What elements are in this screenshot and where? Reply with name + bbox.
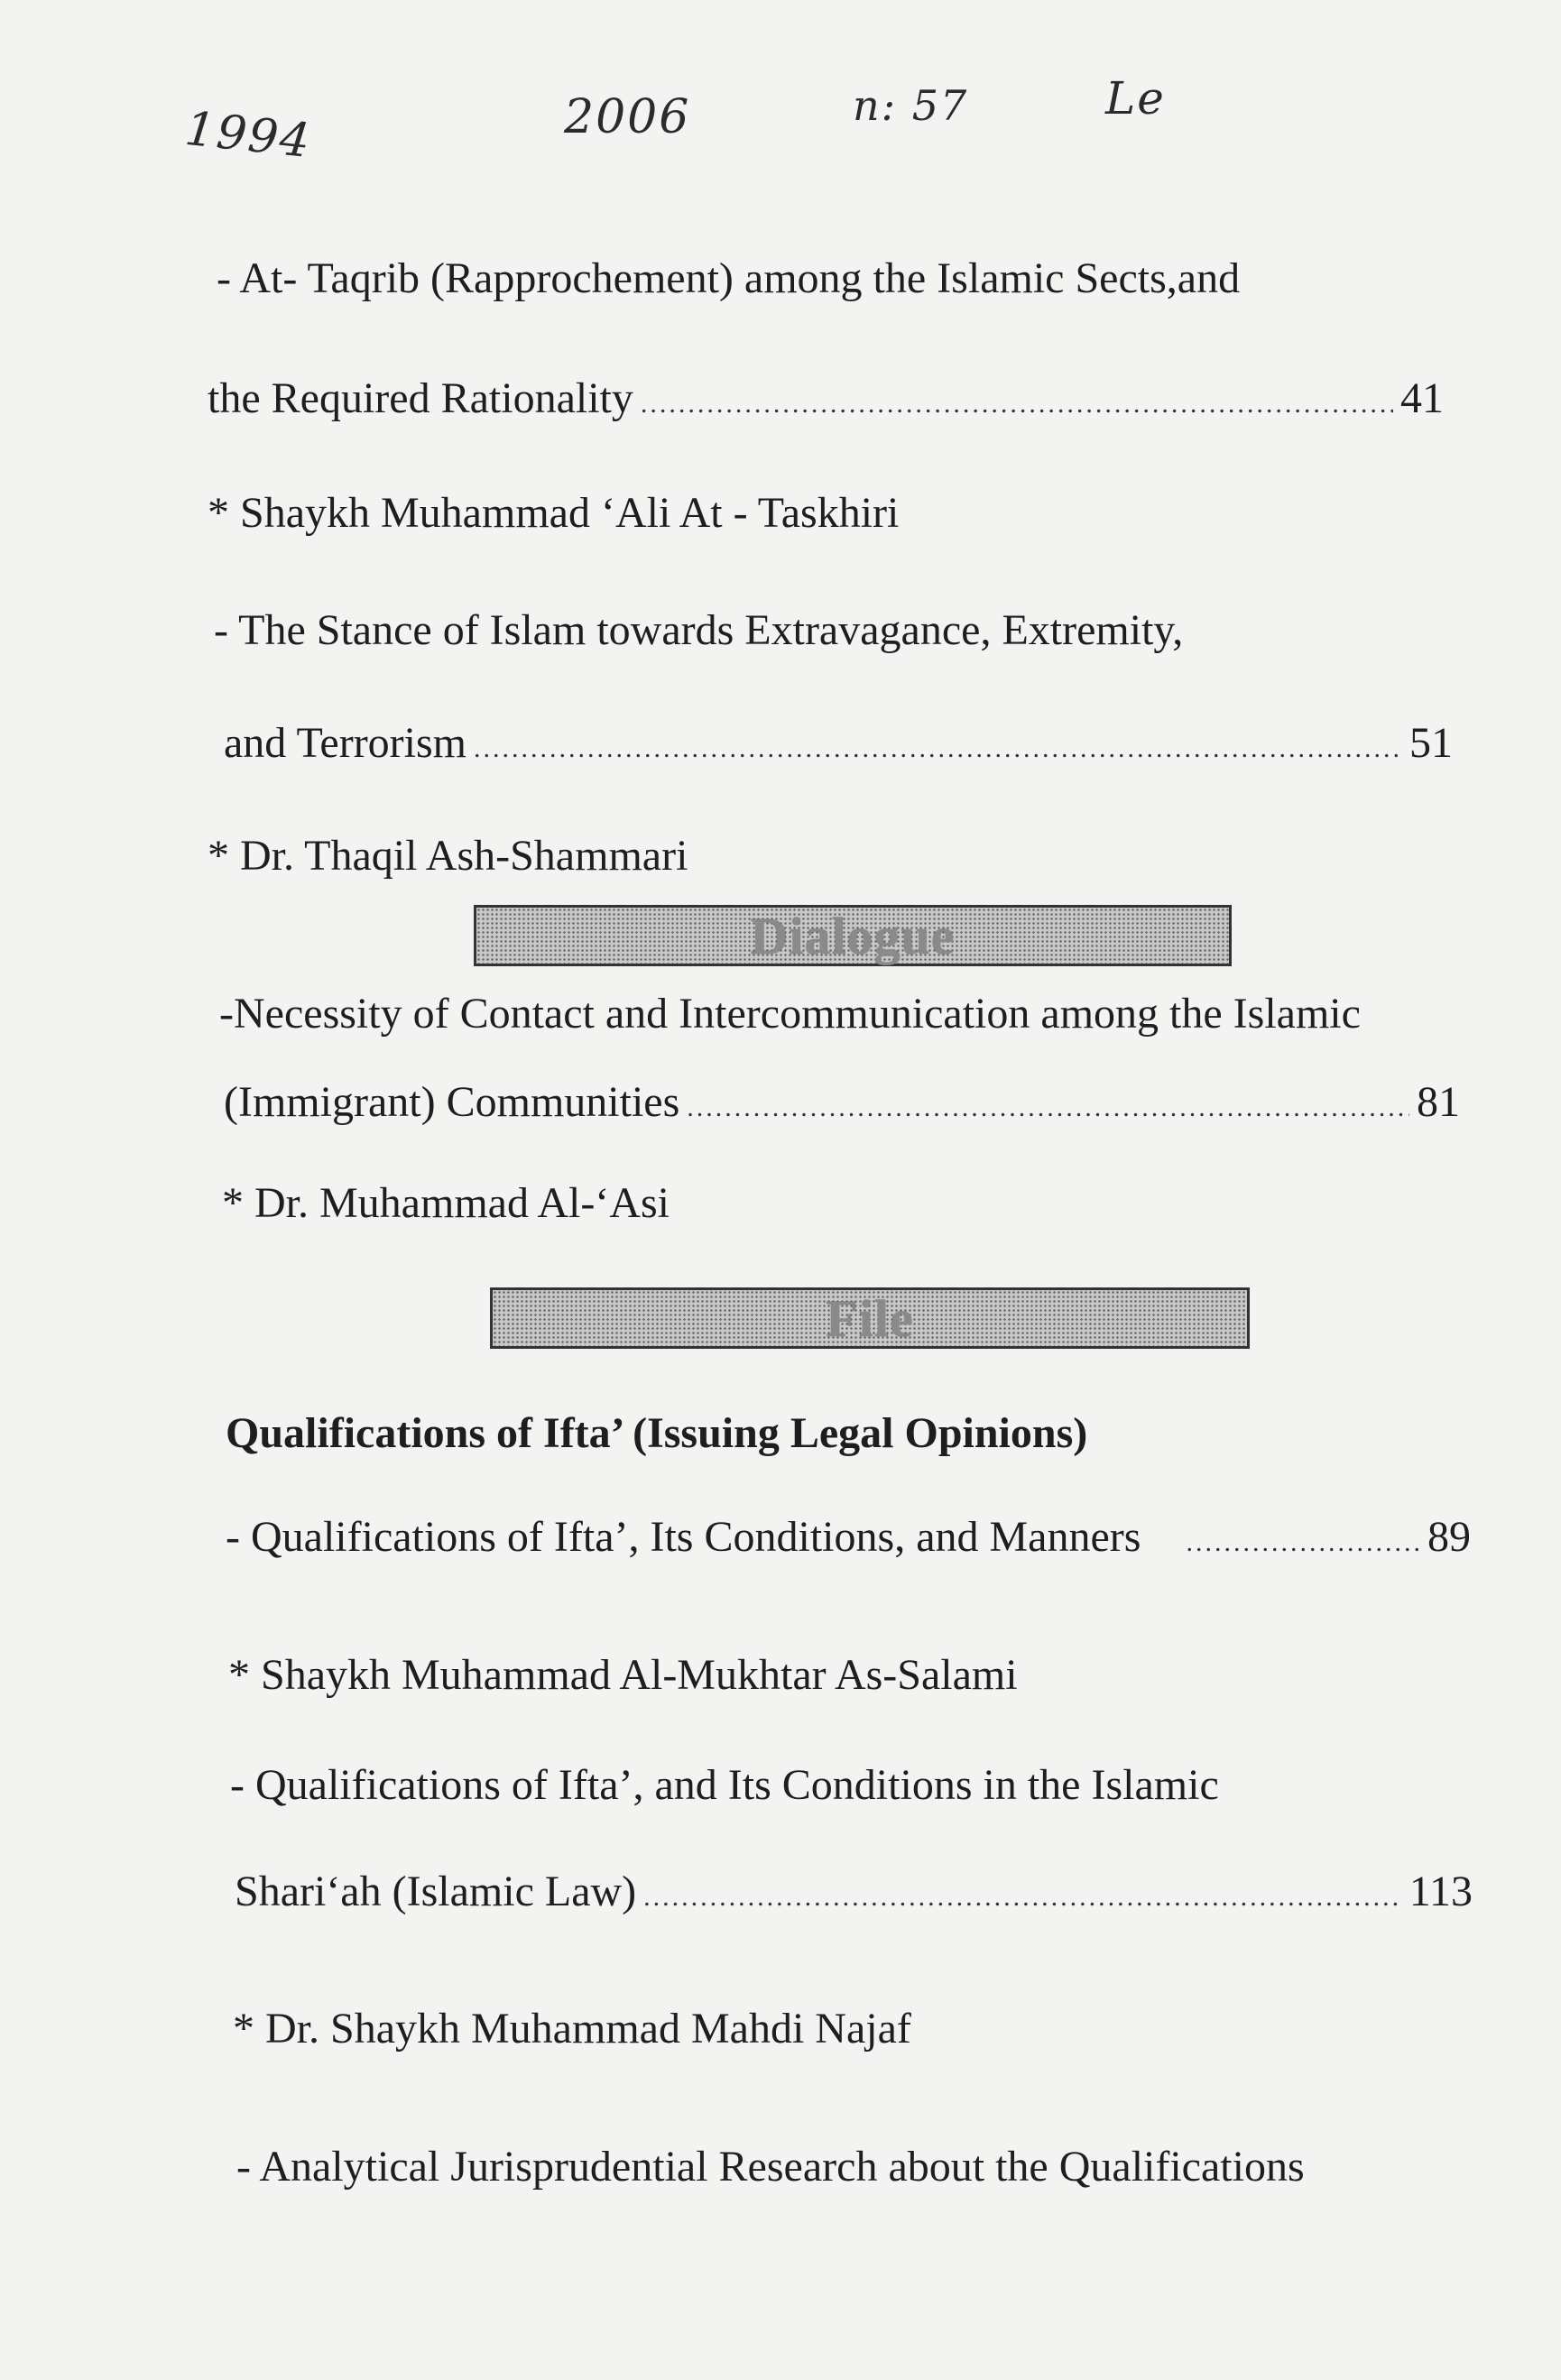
toc-row <box>226 1513 1471 1561</box>
handwritten-ref-2: 2006 <box>564 90 691 144</box>
toc-row <box>224 719 1453 767</box>
handwritten-ref-1: 1994 <box>182 101 315 170</box>
entry-title-line: (Immigrant) Communities <box>224 1078 680 1126</box>
entry-author: * Shaykh Muhammad ‘Ali At - Taskhiri <box>208 489 900 537</box>
toc-row <box>235 1870 1473 1914</box>
toc-row <box>208 374 1444 422</box>
entry-title-line: - Qualifications of Ifta’, and Its Conditions in the Islamic <box>230 1761 1219 1809</box>
entry-title-line: -Necessity of Contact and Intercommunication among the Islamic <box>219 990 1361 1038</box>
page-number: 41 <box>1400 374 1444 422</box>
entry-title-line: Shari‘ah (Islamic Law) <box>235 1868 637 1915</box>
entry-title-line: - The Stance of Islam towards Extravagance, Extremity, <box>214 606 1184 654</box>
section-heading-text: File <box>826 1288 914 1348</box>
section-heading-text: Dialogue <box>750 906 956 965</box>
dot-leader <box>643 1884 1402 1911</box>
page-number: 51 <box>1409 719 1453 767</box>
dot-leader <box>474 735 1402 762</box>
dot-leader <box>687 1094 1409 1121</box>
toc-row <box>224 1078 1460 1126</box>
page-number: 89 <box>1427 1513 1471 1561</box>
file-topic-title: Qualifications of Ifta’ (Issuing Legal Opinions) <box>226 1409 1088 1457</box>
dot-leader <box>1186 1529 1420 1556</box>
section-heading-dialogue <box>474 905 1232 966</box>
handwritten-ref-4: Le <box>1105 72 1166 125</box>
entry-title-line: the Required Rationality <box>208 374 633 422</box>
entry-title-line: and Terrorism <box>224 719 467 767</box>
entry-title-line: - Analytical Jurisprudential Research about the Qualifications <box>236 2143 1305 2191</box>
dot-leader <box>641 391 1393 418</box>
page-number: 113 <box>1409 1868 1473 1915</box>
entry-author: * Dr. Shaykh Muhammad Mahdi Najaf <box>233 2005 911 2053</box>
entry-author: * Dr. Muhammad Al-‘Asi <box>222 1179 670 1227</box>
section-heading-file <box>490 1287 1250 1349</box>
entry-title-line: - Qualifications of Ifta’, Its Conditions, and Manners <box>226 1513 1141 1561</box>
entry-author: * Shaykh Muhammad Al-Mukhtar As-Salami <box>228 1651 1018 1699</box>
page-number: 81 <box>1417 1078 1460 1126</box>
handwritten-ref-3: n: 57 <box>853 81 969 130</box>
entry-title-line: - At- Taqrib (Rapprochement) among the Islamic Sects,and <box>217 254 1241 302</box>
entry-author: * Dr. Thaqil Ash-Shammari <box>208 832 688 880</box>
